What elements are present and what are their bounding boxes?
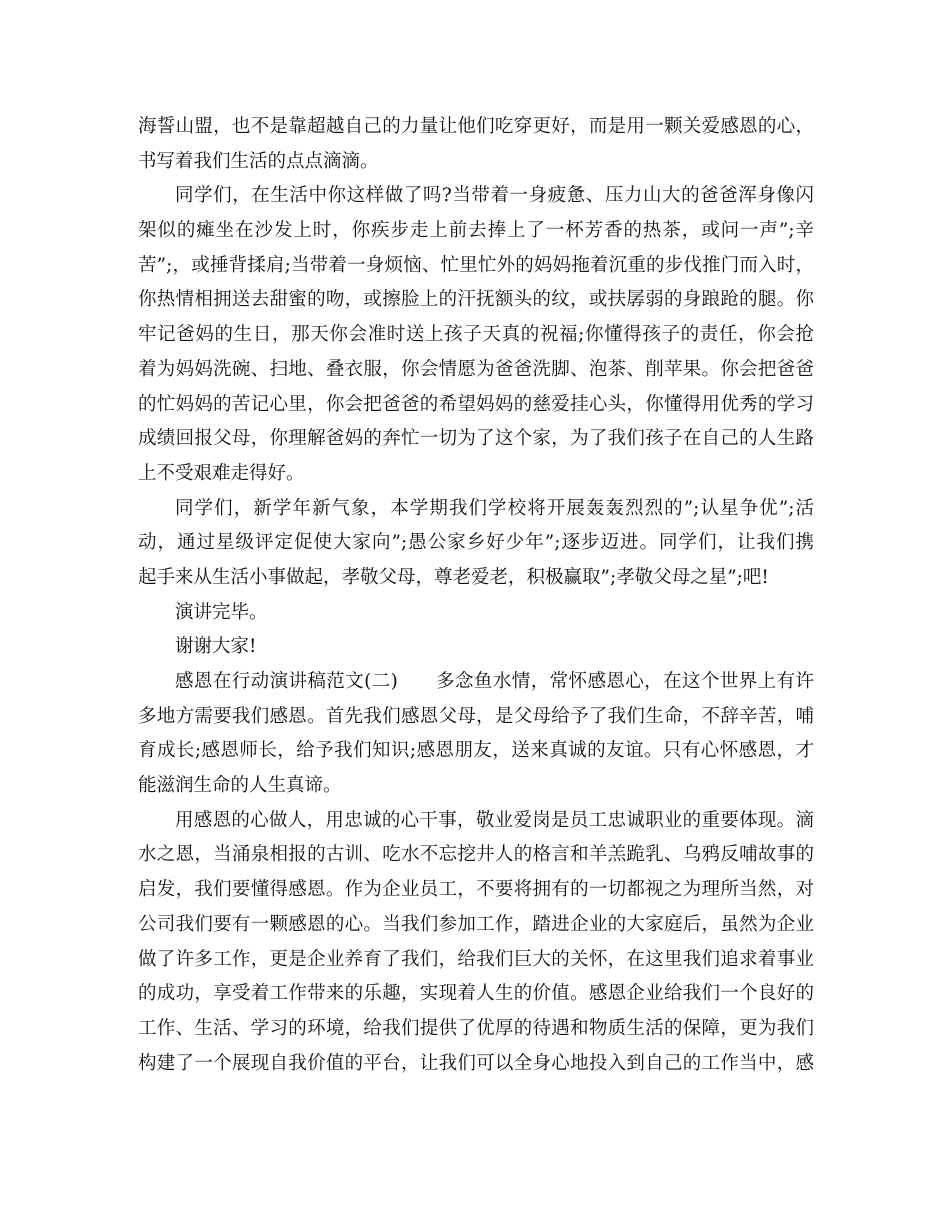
text-line: 启发，我们要懂得感恩。作为企业员工，不要将拥有的一切都视之为理所当然，对 [138,879,814,901]
text-line: 育成长;感恩师长，给予我们知识;感恩朋友，送来真诚的友谊。只有心怀感恩，才 [138,740,814,762]
text-line: 苦”;，或捶背揉肩;当带着一身烦恼、忙里忙外的妈妈拖着沉重的步伐推门而入时， [138,254,814,276]
text-line: 演讲完毕。 [175,601,268,623]
text-line: 起手来从生活小事做起，孝敬父母，尊老爱老，积极赢取”;孝敬父母之星”;吧! [138,566,769,588]
text-line: 同学们，在生活中你这样做了吗?当带着一身疲惫、压力山大的爸爸浑身像闪 [175,185,814,207]
text-line: 书写着我们生活的点点滴滴。 [138,150,379,172]
document-page [138,110,814,1081]
text-line: 同学们，新学年新气象，本学期我们学校将开展轰轰烈烈的”;认星争优”;活 [175,497,814,519]
text-line: 做了许多工作，更是企业养育了我们，给我们巨大的关怀，在这里我们追求着事业 [138,948,814,970]
text-line: 水之恩，当涌泉相报的古训、吃水不忘挖井人的格言和羊羔跪乳、乌鸦反哺故事的 [138,844,814,866]
text-line: 构建了一个展现自我价值的平台，让我们可以全身心地投入到自己的工作当中，感 [138,1052,814,1074]
text-line: 的成功，享受着工作带来的乐趣，实现着人生的价值。感恩企业给我们一个良好的 [138,983,814,1005]
text-line: 谢谢大家! [175,636,257,658]
text-line: 能滋润生命的人生真谛。 [138,775,342,797]
text-line: 着为妈妈洗碗、扫地、叠衣服，你会情愿为爸爸洗脚、泡茶、削苹果。你会把爸爸 [138,358,814,380]
text-line: 成绩回报父母，你理解爸妈的奔忙一切为了这个家，为了我们孩子在自己的人生路 [138,428,814,450]
text-line: 多地方需要我们感恩。首先我们感恩父母，是父母给予了我们生命，不辞辛苦，哺 [138,705,814,727]
text-line: 牢记爸妈的生日，那天你会准时送上孩子天真的祝福;你懂得孩子的责任，你会抢 [138,324,814,346]
text-line: 动，通过星级评定促使大家向”;愚公家乡好少年”;逐步迈进。同学们，让我们携 [138,532,814,554]
text-line: 海誓山盟，也不是靠超越自己的力量让他们吃穿更好，而是用一颗关爱感恩的心， [138,116,814,137]
text-line: 感恩在行动演讲稿范文(二) 多念鱼水情，常怀感恩心，在这个世界上有许 [175,671,814,692]
text-line: 用感恩的心做人，用忠诚的心干事，敬业爱岗是员工忠诚职业的重要体现。滴 [175,809,814,831]
text-line: 的忙妈妈的苦记心里，你会把爸爸的希望妈妈的慈爱挂心头，你懂得用优秀的学习 [138,393,814,415]
text-line: 工作、生活、学习的环境，给我们提供了优厚的待遇和物质生活的保障，更为我们 [138,1017,814,1039]
text-line: 架似的瘫坐在沙发上时，你疾步走上前去捧上了一杯芳香的热茶，或问一声”;辛 [138,220,814,242]
text-line: 公司我们要有一颗感恩的心。当我们参加工作，踏进企业的大家庭后，虽然为企业 [138,913,814,935]
text-line: 你热情相拥送去甜蜜的吻，或擦脸上的汗抚额头的纹，或扶孱弱的身踉跄的腿。你 [138,289,814,311]
text-line: 上不受艰难走得好。 [138,462,305,484]
